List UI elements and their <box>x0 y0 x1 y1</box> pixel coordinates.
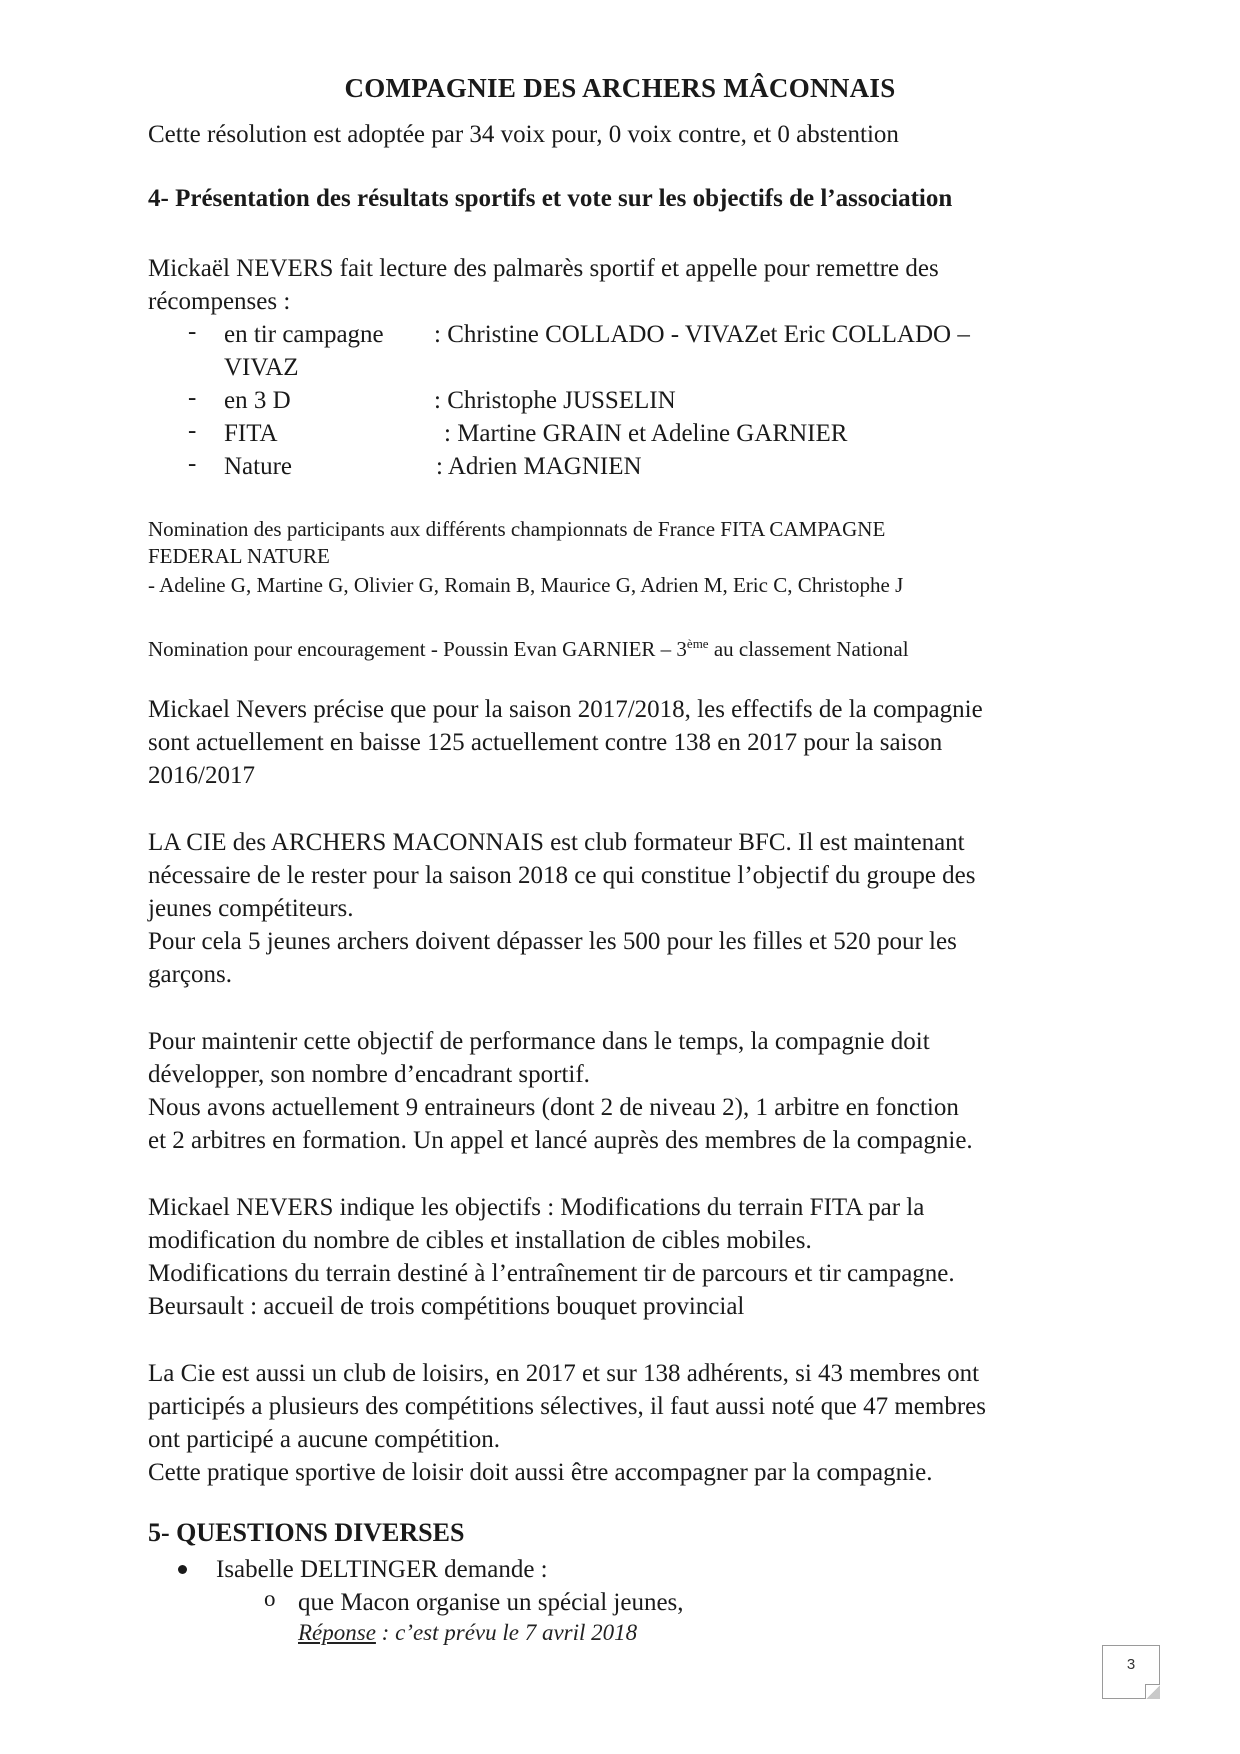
encouragement-text: Nomination pour encouragement - Poussin Evan GARNIER – 3 <box>148 637 687 661</box>
resolution-line: Cette résolution est adoptée par 34 voix pour, 0 voix contre, et 0 abstention <box>148 121 899 148</box>
intro-line-1: Mickaël NEVERS fait lecture des palmarès sportif et appelle pour remettre des <box>148 255 939 282</box>
award-value-nature: : Adrien MAGNIEN <box>436 453 642 480</box>
sub-bullet-icon: o <box>264 1586 276 1611</box>
list-dash: - <box>188 417 197 444</box>
paragraph-line: Beursault : accueil de trois compétitions bouquet provincial <box>148 1293 745 1320</box>
paragraph-line: Modifications du terrain destiné à l’entraînement tir de parcours et tir campagne. <box>148 1260 955 1287</box>
answer-line <box>298 1620 637 1646</box>
encouragement-line <box>148 630 909 663</box>
answer-label: Réponse <box>298 1620 376 1645</box>
document-title: COMPAGNIE DES ARCHERS MÂCONNAIS <box>344 73 896 103</box>
encouragement-text-end: au classement National <box>708 637 909 661</box>
paragraph-line: 2016/2017 <box>148 762 255 789</box>
section-5-heading: 5- QUESTIONS DIVERSES <box>148 1518 465 1547</box>
intro-line-2: récompenses : <box>148 288 291 315</box>
page-number-box <box>1102 1645 1160 1699</box>
paragraph-line: participés a plusieurs des compétitions sélectives, il faut aussi noté que 47 membres <box>148 1393 986 1420</box>
paragraph-line: Cette pratique sportive de loisir doit aussi être accompagner par la compagnie. <box>148 1459 933 1486</box>
paragraph-line: LA CIE des ARCHERS MACONNAIS est club formateur BFC. Il est maintenant <box>148 829 965 856</box>
award-label-campagne: en tir campagne <box>224 321 384 348</box>
bullet-icon <box>178 1565 187 1574</box>
list-dash: - <box>188 318 197 345</box>
award-value-3d: : Christophe JUSSELIN <box>434 387 676 414</box>
nomination-line-3: - Adeline G, Martine G, Olivier G, Romain B, Maurice G, Adrien M, Eric C, Christophe J <box>148 573 904 597</box>
paragraph-line: modification du nombre de cibles et installation de cibles mobiles. <box>148 1227 812 1254</box>
award-value-campagne: : Christine COLLADO - VIVAZet Eric COLLADO – <box>434 321 970 348</box>
paragraph-line: Mickael Nevers précise que pour la saison 2017/2018, les effectifs de la compagnie <box>148 696 983 723</box>
paragraph-line: et 2 arbitres en formation. Un appel et lancé auprès des membres de la compagnie. <box>148 1127 973 1154</box>
award-label-fita: FITA <box>224 420 278 447</box>
paragraph-line: sont actuellement en baisse 125 actuellement contre 138 en 2017 pour la saison <box>148 729 943 756</box>
paragraph-line: Pour maintenir cette objectif de performance dans le temps, la compagnie doit <box>148 1028 930 1055</box>
paragraph-line: Nous avons actuellement 9 entraineurs (dont 2 de niveau 2), 1 arbitre en fonction <box>148 1094 959 1121</box>
award-label-nature: Nature <box>224 453 293 480</box>
list-dash: - <box>188 450 197 477</box>
paragraph-line: développer, son nombre d’encadrant sportif. <box>148 1061 590 1088</box>
encouragement-superscript: ème <box>686 636 709 651</box>
nomination-line-1: Nomination des participants aux différents championnats de France FITA CAMPAGNE <box>148 517 886 541</box>
bullet-item: Isabelle DELTINGER demande : <box>216 1556 548 1583</box>
award-value-fita: : Martine GRAIN et Adeline GARNIER <box>444 420 848 447</box>
award-label-3d: en 3 D <box>224 387 291 414</box>
paragraph-line: ont participé a aucune compétition. <box>148 1426 500 1453</box>
page-number: 3 <box>1126 1656 1136 1673</box>
paragraph-line: nécessaire de le rester pour la saison 2018 ce qui constitue l’objectif du groupe des <box>148 862 976 889</box>
paragraph-line: La Cie est aussi un club de loisirs, en 2017 et sur 138 adhérents, si 43 membres ont <box>148 1360 980 1387</box>
paragraph-line: Pour cela 5 jeunes archers doivent dépasser les 500 pour les filles et 520 pour les <box>148 928 957 955</box>
paragraph-line: garçons. <box>148 961 232 988</box>
paragraph-line: Mickael NEVERS indique les objectifs : Modifications du terrain FITA par la <box>148 1194 925 1221</box>
award-value-campagne-cont: VIVAZ <box>224 354 299 381</box>
sub-bullet-item: que Macon organise un spécial jeunes, <box>298 1589 684 1616</box>
answer-text: : c’est prévu le 7 avril 2018 <box>375 1620 638 1645</box>
page-curl-icon <box>1145 1684 1160 1699</box>
paragraph-line: jeunes compétiteurs. <box>148 895 354 922</box>
nomination-line-2: FEDERAL NATURE <box>148 544 330 568</box>
list-dash: - <box>188 384 197 411</box>
section-4-heading: 4- Présentation des résultats sportifs et vote sur les objectifs de l’association <box>148 185 953 212</box>
